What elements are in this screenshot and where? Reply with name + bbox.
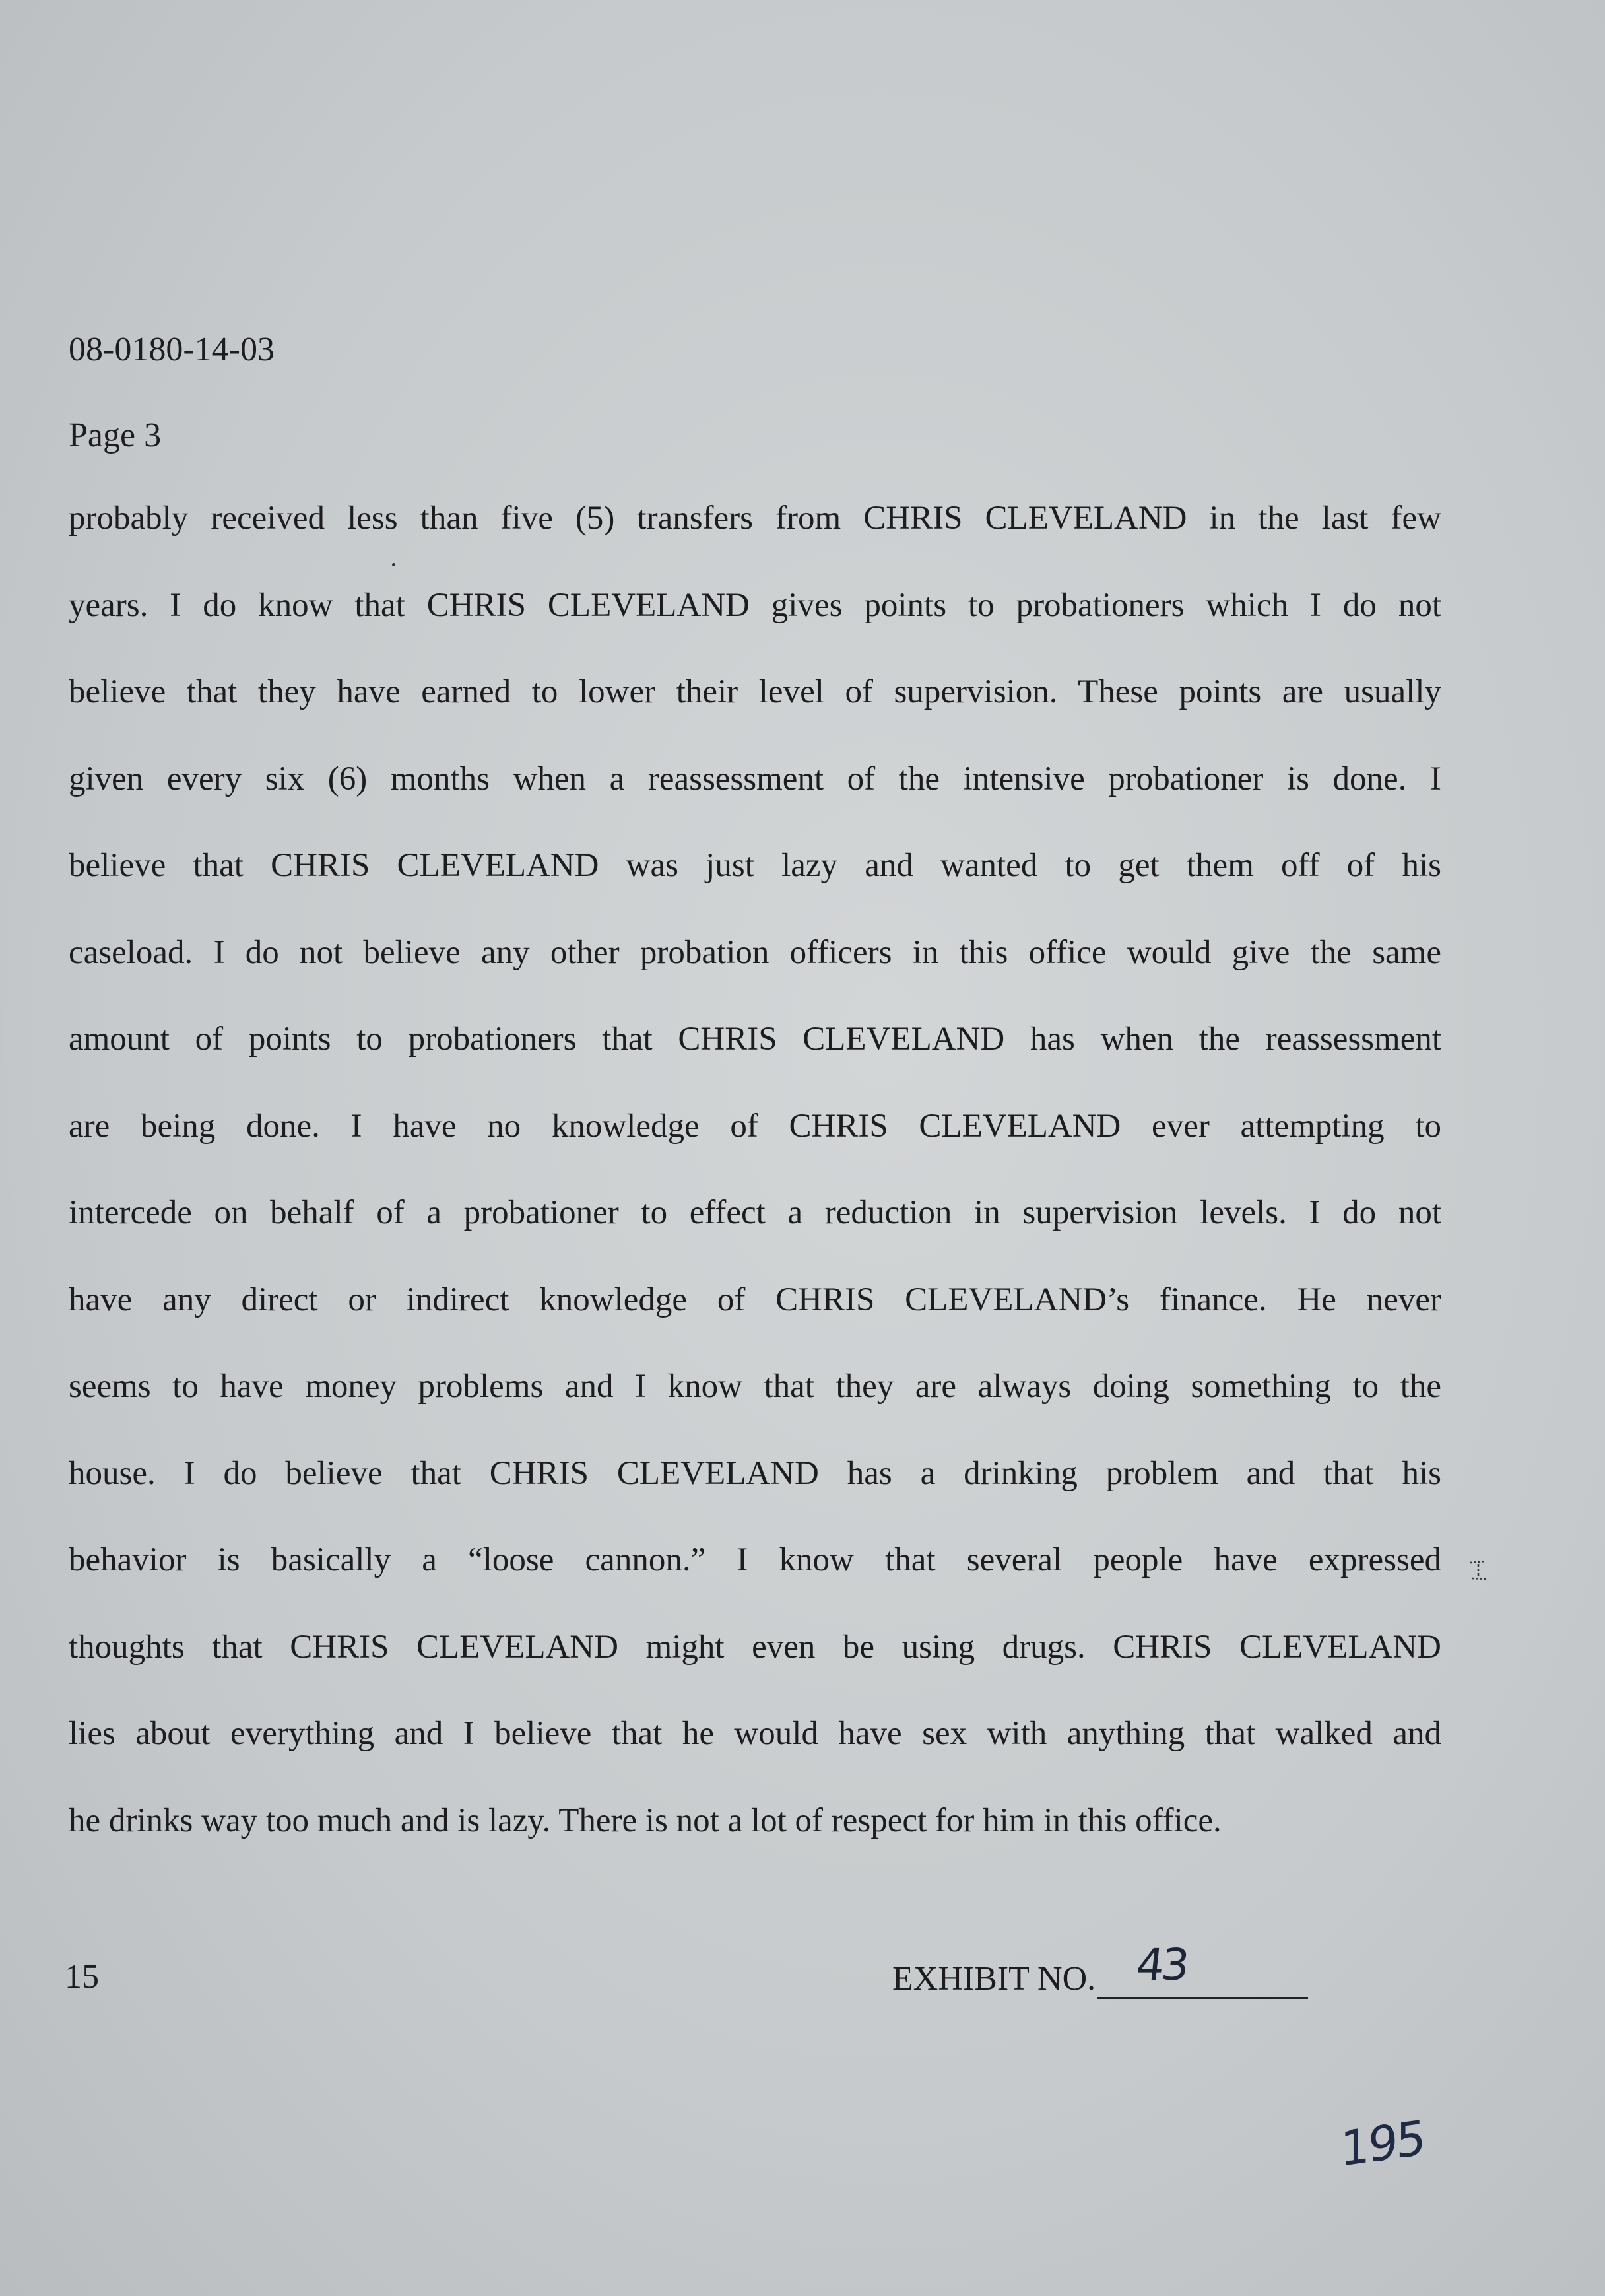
body-line: caseload. I do not believe any other probation officers in this office would give the same bbox=[69, 933, 1441, 971]
body-line: intercede on behalf of a probationer to effect a reduction in supervision levels. I do not bbox=[69, 1194, 1441, 1231]
body-line: lies about everything and I believe that he would have sex with anything that walked and bbox=[69, 1715, 1441, 1752]
exhibit-blank bbox=[1097, 1940, 1308, 1999]
exhibit-field bbox=[892, 1940, 1308, 1999]
body-line: house. I do believe that CHRIS CLEVELAND has a drinking problem and that his bbox=[69, 1454, 1441, 1492]
body-line: probably received less than five (5) transfers from CHRIS CLEVELAND in the last few bbox=[69, 500, 1441, 537]
body-line: amount of points to probationers that CHRIS CLEVELAND has when the reassessment bbox=[69, 1021, 1441, 1058]
margin-mark-icon bbox=[1466, 1555, 1489, 1581]
case-number: 08-0180-14-03 bbox=[69, 331, 275, 368]
handwritten-page-number: 195 bbox=[1340, 2109, 1424, 2178]
body-line: believe that CHRIS CLEVELAND was just lazy and wanted to get them off of his bbox=[69, 847, 1441, 884]
body-line: he drinks way too much and is lazy. There is not a lot of respect for him in this office. bbox=[69, 1802, 1222, 1839]
page-label: Page 3 bbox=[69, 417, 162, 454]
body-line: believe that they have earned to lower their level of supervision. These points are usually bbox=[69, 673, 1441, 710]
body-line: years. I do know that CHRIS CLEVELAND gives points to probationers which I do not bbox=[69, 586, 1441, 624]
body-line: have any direct or indirect knowledge of CHRIS CLEVELAND’s finance. He never bbox=[69, 1281, 1441, 1318]
footer-number: 15 bbox=[65, 1958, 99, 1996]
body-line: seems to have money problems and I know that they are always doing something to the bbox=[69, 1368, 1441, 1405]
exhibit-label: EXHIBIT NO. bbox=[892, 1960, 1096, 1998]
exhibit-handwritten-number: 43 bbox=[1134, 1940, 1190, 1990]
body-line: thoughts that CHRIS CLEVELAND might even be using drugs. CHRIS CLEVELAND bbox=[69, 1628, 1441, 1666]
body-line: are being done. I have no knowledge of CHRIS CLEVELAND ever attempting to bbox=[69, 1107, 1441, 1145]
body-line: behavior is basically a “loose cannon.” I know that several people have expressed bbox=[69, 1541, 1441, 1578]
body-text bbox=[69, 498, 1441, 1887]
body-line: given every six (6) months when a reassessment of the intensive probationer is done. I bbox=[69, 760, 1441, 797]
